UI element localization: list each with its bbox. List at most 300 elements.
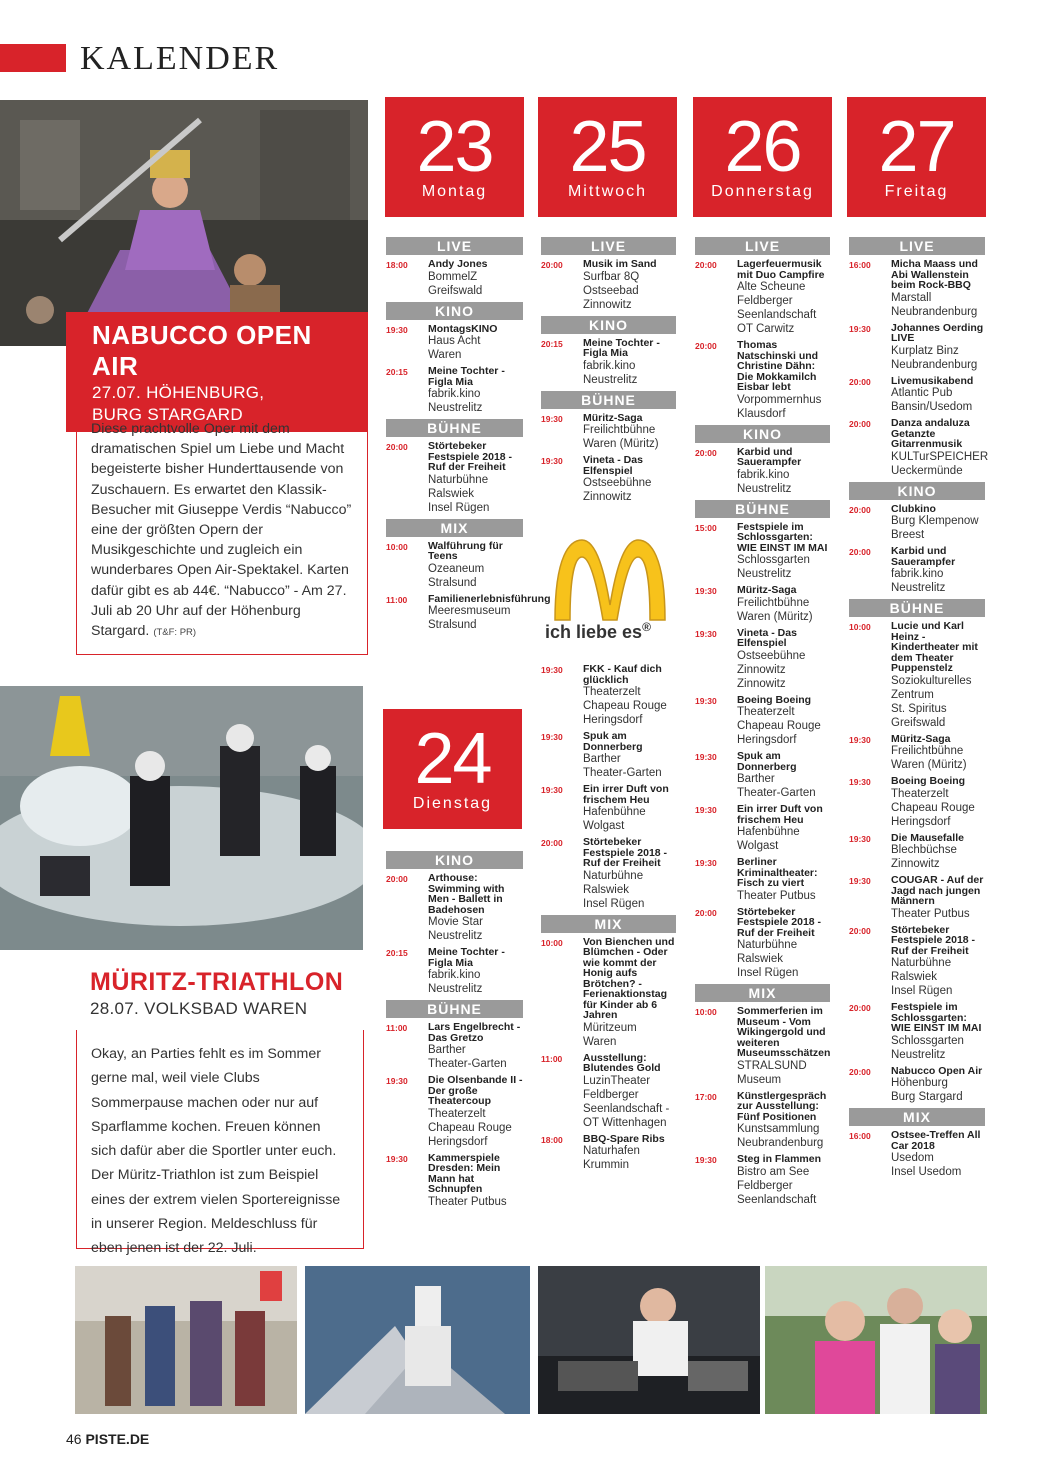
event-title: Boeing Boeing [737,693,812,706]
event-time: 20:15 [386,367,408,377]
event-venue-line: Feldberger Seenlandschaft OT Carwitz [737,295,817,335]
event-item [849,875,985,921]
event-title: Spuk am Donnerberg [737,750,797,773]
event-title: Ein irrer Duft von frischem Heu [583,783,669,806]
event-venue-line: Theaterzelt [583,686,641,698]
event-time: 18:00 [541,1134,563,1145]
event-title: Von Bienchen und Blümchen - Oder wie kommt der Honig aufs Brötchen? - Ferienaktionstag für Kinder ab 6 Jahren [583,935,675,1021]
event-venue-line: St. Spiritus [891,702,947,715]
event-venue-line: Naturbühne Ralswiek [583,869,644,896]
event-venue-line: Ueckermünde [891,464,963,477]
event-venue-line: Naturbühne Ralswiek [891,957,952,983]
event-venue-line: Hafenbühne [583,806,646,818]
event-venue-line: Neustrelitz [428,930,483,942]
event-title: Lars Engelbrecht - Das Gretzo [428,1021,521,1044]
event-venue-line: Neustrelitz [737,482,792,495]
event-item [695,804,830,853]
event-title: Johannes Oerding LIVE [891,321,984,344]
section-header: KINO [695,425,830,443]
event-time: 20:00 [849,547,871,557]
event-time: 16:00 [849,260,871,270]
column-25-top [541,235,676,508]
event-venue-line: Chapeau Rouge [583,700,667,712]
event-title: Festspiele im Schlossgarten: WIE EINST IM MAI [737,520,828,554]
event-venue-line: Barther [737,773,775,785]
event-venue-line: Waren (Müritz) [891,759,967,771]
page-number: 46 [66,1431,82,1447]
event-time: 19:30 [541,456,563,466]
date-box-26 [693,97,832,217]
event-venue-line: Seenlandschaft - OT Wittenhagen [583,1102,670,1129]
page-footer [66,1431,149,1447]
event-title: Kammerspiele Dresden: Mein Mann hat Schnupfen [428,1151,501,1195]
event-time: 15:00 [695,522,717,533]
date-weekday: Dienstag [412,795,493,812]
event-venue-line: fabrik.kino [737,468,790,481]
event-item [695,857,830,903]
event-item [849,417,989,478]
event-item [695,907,830,981]
date-number: 26 [724,107,801,187]
event-venue-line: Feldberger [583,1088,639,1101]
section-header: LIVE [849,237,985,255]
event-venue-line: Insel Rügen [891,985,953,997]
event-item [541,259,676,312]
event-venue-line: BommelZ [428,270,478,283]
event-title: Familienerlebnisführung [428,592,551,605]
event-title: Boeing Boeing [891,775,966,787]
section-header: BÜHNE [695,500,830,518]
event-time: 20:00 [849,376,871,387]
event-title: Lagerfeuermusik mit Duo Campfire [737,258,825,281]
header-accent-bar [0,44,66,72]
event-venue-line: Bansin/Usedom [891,401,973,413]
event-time: 19:30 [541,413,563,424]
section-header: LIVE [386,237,523,255]
event-title: Musik im Sand [583,258,657,270]
event-venue-line: Theater Putbus [891,907,970,920]
event-venue-line: fabrik.kino [428,388,481,400]
nabucco-title: NABUCCO OPEN AIR [92,320,312,381]
event-time: 19:30 [695,805,717,815]
event-venue-line: Ostseebühne Zinnowitz [737,649,806,676]
event-venue-line: Naturhafen [583,1145,640,1157]
date-weekday: Donnerstag [711,183,814,200]
nabucco-credit: (T&F: PR) [153,627,197,639]
event-time: 20:00 [695,907,717,918]
event-title: Sommerferien im Museum - Vom Wikingergold und weiteren Museumsschätzen [737,1005,831,1059]
event-venue-line: Theater-Garten [737,787,816,799]
event-venue-line: Surfbar 8Q [583,270,640,283]
event-title: Lucie und Karl Heinz - Kindertheater mit dem Theater Puppenstelz [891,620,978,674]
event-venue-line: Hafenbühne [737,826,800,838]
event-time: 11:00 [386,1023,408,1033]
event-venue-line: Breest [891,529,925,541]
event-venue-line: Freilichtbühne [583,424,656,436]
event-venue-line: Seenlandschaft [737,1193,817,1206]
event-time: 19:30 [695,752,717,762]
event-venue-line: KULTurSPEICHER [891,450,989,463]
event-title: Meine Tochter - Figla Mia [428,365,505,388]
event-venue-line: fabrik.kino [428,969,481,981]
event-venue-line: Heringsdorf [737,734,797,746]
event-venue-line: fabrik.kino [583,359,636,372]
event-item [695,522,830,582]
event-time: 19:30 [849,323,871,334]
event-title: Müritz-Saga [737,584,797,596]
event-time: 19:30 [849,833,871,844]
event-venue-line: Kurplatz Binz [891,344,959,357]
event-venue-line: Vorpommernhus [737,393,822,406]
section-header: MIX [849,1108,985,1126]
event-time: 19:30 [695,695,717,706]
event-title: Danza andaluza Getanzte Gitarrenmusik [891,417,970,450]
event-venue-line: Insel Rügen [428,501,490,514]
event-venue-line: Neustrelitz [891,1048,946,1061]
event-venue-line: Heringsdorf [428,1135,488,1148]
event-time: 10:00 [849,622,871,632]
event-venue-line: Bistro am See [737,1165,810,1178]
event-item [695,695,830,748]
page-title: KALENDER [80,40,280,77]
event-item [695,259,830,336]
date-weekday: Freitag [884,183,949,200]
date-number: 24 [414,719,491,799]
event-venue-line: Neustrelitz [737,568,792,580]
event-item [849,259,985,319]
column-24 [386,849,523,1213]
event-time: 10:00 [541,937,563,948]
event-venue-line: STRALSUND Museum [737,1059,807,1086]
event-venue-line: Theaterzelt Chapeau Rouge [428,1107,512,1134]
event-item [695,1154,830,1207]
event-item [695,751,830,800]
event-venue-line: Neustrelitz [428,402,483,414]
section-header: LIVE [541,237,676,255]
event-venue-line: Naturbühne Ralswiek [428,473,489,500]
date-weekday: Mittwoch [567,183,648,200]
event-item [386,541,523,590]
event-venue-line: Theater-Garten [583,767,662,779]
event-time: 11:00 [386,594,408,605]
event-time: 20:00 [849,1003,871,1013]
event-venue-line: Greifswald [428,284,483,297]
section-header: LIVE [695,237,830,255]
nabucco-text [76,405,368,655]
event-time: 20:00 [849,419,871,429]
event-time: 19:30 [849,734,871,745]
event-item [849,776,985,829]
ad-slogan-text: ich liebe es [545,622,643,642]
event-item [541,413,676,452]
event-venue-line: Waren (Müritz) [583,438,659,450]
event-time: 10:00 [695,1007,717,1017]
event-venue-line: Usedom [891,1152,934,1164]
section-header: BÜHNE [386,1000,523,1018]
event-venue-line: Soziokulturelles Zentrum [891,674,972,701]
event-time: 20:15 [386,948,408,958]
event-venue-line: Burg Stargard [891,1091,963,1103]
event-time: 19:30 [695,1155,717,1165]
event-item [541,837,676,911]
event-title: Steg in Flammen [737,1153,822,1165]
event-time: 19:30 [541,732,563,742]
event-time: 19:30 [849,876,871,886]
event-time: 19:30 [541,785,563,795]
event-title: Müritz-Saga [891,732,951,745]
triathlon-title: MÜRITZ-TRIATHLON [90,968,344,996]
date-number: 27 [878,107,955,187]
triathlon-text [76,1030,364,1257]
event-item [541,1134,676,1173]
event-time: 19:30 [386,1153,408,1164]
event-time: 20:00 [541,838,563,848]
event-venue-line: Haus Acht [428,335,481,347]
event-title: MontagsKINO [428,322,498,335]
event-venue-line: Theaterzelt [737,706,795,718]
event-item [849,621,985,730]
event-venue-line: Neustrelitz [428,983,483,995]
event-venue-line: Waren [428,349,462,361]
event-venue-line: Neubrandenburg [891,305,978,318]
event-title: Thomas Natschinski und Christine Dähn: Die Mokkamilch Eisbar lebt [737,339,819,393]
section-header: MIX [386,519,523,537]
event-venue-line: Burg Klempenow [891,515,979,527]
party-photo-4 [765,1266,987,1414]
event-time: 20:00 [849,504,871,515]
ad-slogan [545,620,651,643]
event-venue-line: Stralsund [428,619,477,631]
event-time: 20:00 [695,341,717,351]
event-title: Karbid und Sauerampfer [737,445,802,468]
event-title: Nabucco Open Air [891,1064,983,1077]
event-venue-line: Feldberger [737,1179,793,1192]
date-box-23 [385,97,524,217]
event-venue-line: fabrik.kino [891,568,944,580]
event-title: BBQ-Spare Ribs [583,1132,665,1145]
event-item [386,441,523,515]
event-venue-line: Kunstsammlung [737,1123,820,1135]
event-time: 19:30 [849,777,871,787]
nabucco-body: Diese prachtvolle Oper mit dem dramatischen Spiel um Liebe und Macht begeisterte bisher Hunderttausende von Zuschauern. Es erwartet den Klassik-Besucher mit Giuseppe Verdis “Nabucco” eine der größten Opern der Musikgeschichte und zugleich ein wunderbares Open Air-Spektakel. Karten dafür gibt es ab 44€. “Nabucco” - Am 27. Juli ab 20 Uhr auf der Höhenburg Stargard. [91,421,352,640]
event-time: 18:00 [386,260,408,270]
event-venue-line: Zinnowitz [737,677,786,690]
nabucco-photo [0,100,368,346]
date-box-25 [538,97,677,217]
event-item [541,338,676,387]
event-title: Künstlergespräch zur Ausstellung: Fünf Positionen [737,1089,827,1123]
event-venue-line: Chapeau Rouge [737,720,821,732]
column-23 [386,235,551,636]
event-venue-line: Theater Putbus [737,889,816,902]
event-item [695,1091,830,1151]
event-title: Andy Jones [428,258,488,270]
event-item [695,340,830,421]
event-item [541,784,676,833]
event-item [386,873,523,943]
event-time: 20:00 [386,442,408,452]
date-box-24 [383,709,522,829]
event-title: Störtebeker Festspiele 2018 - Ruf der Freiheit [583,836,668,869]
event-venue-line: LuzinTheater [583,1074,651,1087]
event-venue-line: Atlantic Pub [891,387,953,399]
column-27 [849,235,989,1183]
section-header: BÜHNE [849,599,985,617]
triathlon-photo [0,686,363,950]
event-item [849,734,985,773]
section-header: BÜHNE [541,391,676,409]
party-photo-2 [305,1266,530,1414]
event-venue-line: Freilichtbühne [891,745,964,757]
event-time: 20:00 [695,260,717,270]
event-venue-line: Ostseebühne [583,477,652,489]
event-venue-line: Theater Putbus [428,1195,507,1208]
section-header: KINO [386,302,523,320]
event-venue-line: Alte Scheune [737,281,806,293]
event-item [541,455,676,504]
party-photo-3 [538,1266,760,1414]
event-title: Ein irrer Duft von frischem Heu [737,803,823,826]
event-venue-line: Müritzeum [583,1021,637,1034]
event-venue-line: Schlossgarten [891,1034,964,1047]
event-title: Störtebeker Festspiele 2018 - Ruf der Freiheit [891,923,976,957]
event-item [541,937,676,1049]
event-title: Micha Maass und Abi Wallenstein beim Rock-BBQ [891,258,978,291]
event-venue-line: Naturbühne Ralswiek [737,939,798,965]
event-venue-line: Insel Rügen [583,897,645,910]
event-title: Ostsee-Treffen All Car 2018 [891,1129,981,1152]
date-number: 23 [416,107,493,187]
event-time: 16:00 [849,1131,871,1141]
event-venue-line: Movie Star [428,916,483,928]
event-title: Vineta - Das Elfenspiel [737,626,797,649]
event-venue-line: Meeresmuseum [428,605,511,617]
event-title: Störtebeker Festspiele 2018 - Ruf der Freiheit [428,440,513,473]
date-weekday: Montag [421,183,488,200]
event-title: Arthouse: Swimming with Men - Ballett in Badehosen [428,872,505,916]
event-venue-line: Schlossgarten [737,554,810,566]
event-venue-line: Klausdorf [737,407,786,420]
event-item [386,324,523,363]
event-title: Clubkino [891,502,936,515]
event-item [849,546,985,595]
event-venue-line: Waren [583,1035,617,1048]
event-venue-line: Wolgast [583,820,625,832]
event-time: 19:30 [386,1076,408,1086]
event-item [541,1053,676,1130]
event-venue-line: Höhenburg [891,1077,948,1089]
event-item [849,323,985,372]
event-title: Die Mausefalle [891,831,964,844]
event-venue-line: Wolgast [737,840,779,852]
event-venue-line: Neustrelitz [583,373,638,386]
event-title: Meine Tochter - Figla Mia [428,946,505,969]
event-venue-line: Zinnowitz [891,858,940,870]
event-item [695,1006,830,1087]
event-item [386,592,551,633]
event-title: Ausstellung: Blutendes Gold [583,1051,661,1074]
event-item [849,504,985,543]
event-time: 20:15 [541,338,563,349]
event-title: Walführung für Teens [428,539,503,562]
event-title: Berliner Kriminaltheater: Fisch zu viert [737,856,818,889]
event-item [849,925,985,999]
event-venue-line: Ostseebad Zinnowitz [583,284,639,311]
event-time: 19:30 [695,858,717,868]
event-item [695,447,830,496]
event-title: Die Olsenbande II - Der große Theatercoup [428,1074,523,1107]
event-item [695,628,830,691]
event-item [695,585,830,624]
triathlon-sub: 28.07. VOLKSBAD WAREN [90,999,308,1018]
event-venue-line: Neubrandenburg [891,358,978,371]
section-header: KINO [541,316,676,334]
section-header: KINO [386,851,523,869]
triathlon-body: Okay, an Parties fehlt es im Sommer gerne mal, weil viele Clubs Sommerpause machen oder nur auf Sparflamme kochen. Freuen können sich dafür aber die Sportler unter euch. Der Müritz-Triathlon ist zum Beispiel eines der extrem vielen Sportereignisse in unserer Region. Meldeschluss für eben jenen ist der 22. Juli. [91,1046,341,1257]
event-time: 19:30 [541,665,563,675]
event-item [541,664,676,727]
event-time: 20:00 [695,447,717,458]
event-venue-line: Marstall [891,291,932,304]
event-title: Festspiele im Schlossgarten: WIE EINST IM MAI [891,1001,982,1034]
event-item [386,366,523,415]
event-venue-line: Theater-Garten [428,1058,507,1070]
event-title: COUGAR - Auf der Jagd nach jungen Männern [891,874,984,907]
event-venue-line: Barther [583,753,621,765]
section-header: MIX [541,915,676,933]
event-venue-line: Neubrandenburg [737,1137,824,1149]
event-title: Vineta - Das Elfenspiel [583,454,643,477]
event-item [849,376,985,415]
section-header: KINO [849,482,985,500]
event-time: 20:00 [541,260,563,270]
event-time: 17:00 [695,1091,717,1102]
event-venue-line: Insel Usedom [891,1166,962,1178]
event-title: Livemusikabend [891,374,974,387]
section-header: BÜHNE [386,419,523,437]
event-item [849,1066,985,1105]
event-time: 10:00 [386,541,408,552]
event-venue-line: Barther [428,1044,466,1056]
event-venue-line: Theaterzelt [891,787,949,800]
event-time: 19:30 [386,324,408,335]
party-photo-1 [75,1266,297,1414]
event-time: 19:30 [695,628,717,639]
event-item [849,1130,985,1179]
event-venue-line: Chapeau Rouge [891,801,975,814]
event-venue-line: Insel Rügen [737,967,799,979]
event-venue-line: Greifswald [891,716,946,729]
event-time: 19:30 [695,586,717,596]
event-title: FKK - Kauf dich glücklich [583,663,662,686]
event-venue-line: Ozeaneum Stralsund [428,562,485,589]
event-venue-line: Neustrelitz [891,582,946,594]
event-item [386,259,523,298]
ad-registered-mark: ® [642,620,651,634]
event-time: 20:00 [849,1066,871,1077]
event-item [849,833,985,872]
event-item [541,731,676,780]
event-time: 11:00 [541,1053,563,1064]
event-venue-line: Zinnowitz [583,491,632,503]
event-item [386,947,523,996]
event-venue-line: Heringsdorf [583,714,643,726]
event-venue-line: Blechbüchse [891,844,957,856]
event-venue-line: Heringsdorf [891,815,951,828]
column-25-bottom [541,664,676,1176]
event-title: Müritz-Saga [583,411,643,424]
event-venue-line: Freilichtbühne Waren (Müritz) [737,596,813,623]
